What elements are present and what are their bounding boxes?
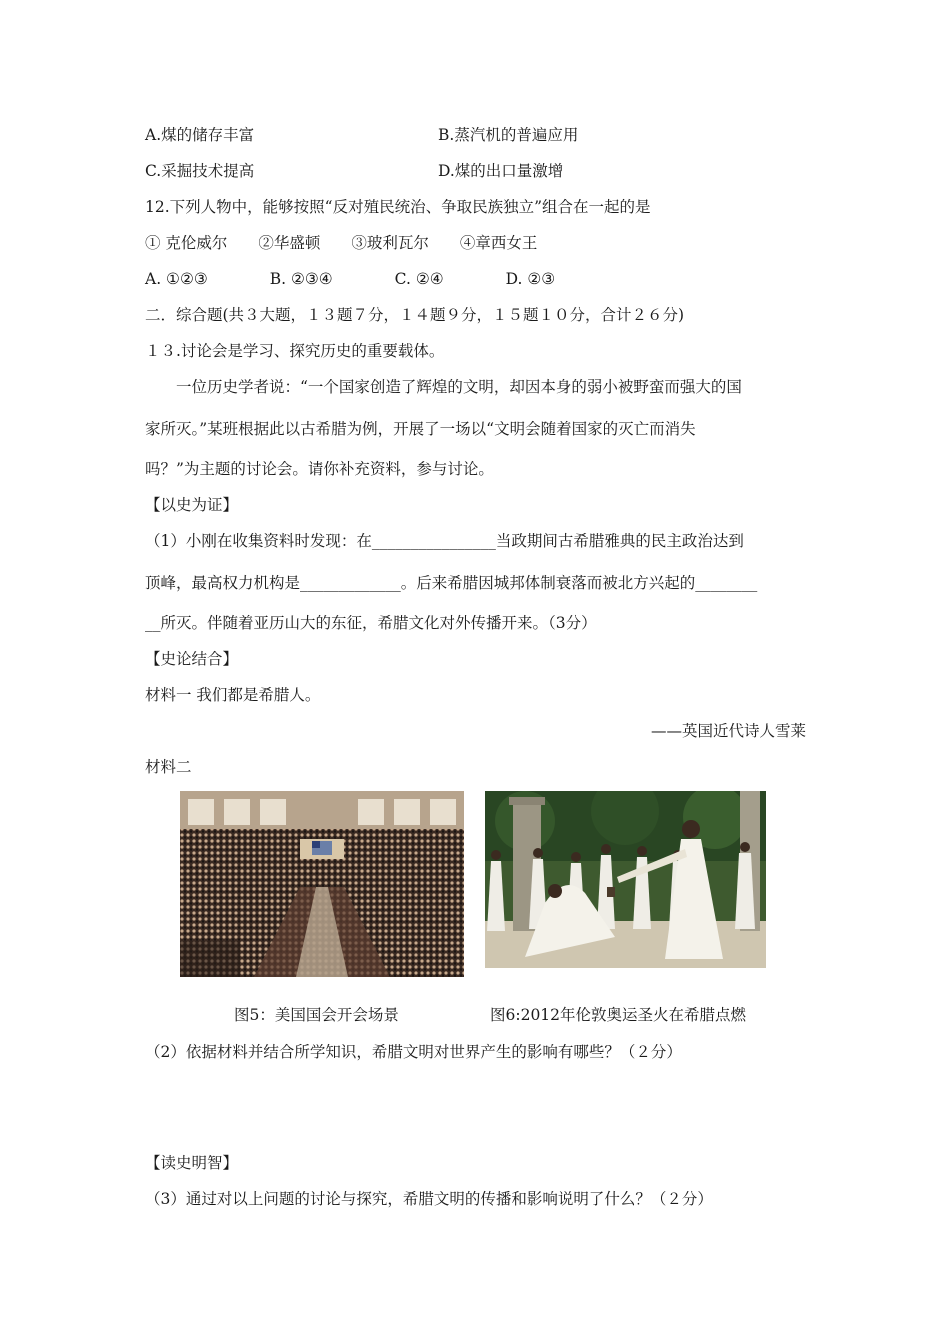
q13-part3: （3）通过对以上问题的讨论与探究，希腊文明的传播和影响说明了什么？（２分） <box>145 1190 713 1208</box>
q13-part1-line2: 顶峰，最高权力机构是_____________。后来希腊因城邦体制衰落而被北方兴起的________ <box>145 574 758 592</box>
q12-options: A. ①②③ B. ②③④ C. ②④ D. ②③ <box>145 270 556 288</box>
figure6-olympic-flame-image <box>485 791 766 968</box>
q13-stem: １３.讨论会是学习、探究历史的重要载体。 <box>145 342 445 360</box>
q12-stem: 12.下列人物中，能够按照“反对殖民统治、争取民族独立”组合在一起的是 <box>145 198 651 216</box>
material-one: 材料一 我们都是希腊人。 <box>145 686 321 704</box>
section2-heading: 二．综合题(共３大题，１３题７分，１４题９分，１５题１０分，合计２６分) <box>145 306 685 324</box>
q11-option-b: B.蒸汽机的普遍应用 <box>438 126 579 144</box>
figure5-congress-image <box>180 791 464 977</box>
heading-wisdom: 【读史明智】 <box>145 1154 239 1172</box>
q11-option-c: C.采掘技术提高 <box>145 162 255 180</box>
material-two: 材料二 <box>145 758 192 776</box>
figure6-caption: 图6:2012年伦敦奥运圣火在希腊点燃 <box>490 1006 747 1024</box>
q13-intro-line2: 家所灭。”某班根据此以古希腊为例，开展了一场以“文明会随着国家的灭亡而消失 <box>145 420 696 438</box>
heading-combine: 【史论结合】 <box>145 650 239 668</box>
q11-option-a: A.煤的储存丰富 <box>145 126 255 144</box>
q13-part1-line3: __所灭。伴随着亚历山大的东征，希腊文化对外传播开来。（3分） <box>145 614 597 632</box>
q12-people: ① 克伦威尔 ②华盛顿 ③玻利瓦尔 ④章西女王 <box>145 234 538 252</box>
material-one-source: ——英国近代诗人雪莱 <box>650 722 806 740</box>
figure5-caption: 图5：美国国会开会场景 <box>234 1006 399 1024</box>
q13-intro-line1: 一位历史学者说：“一个国家创造了辉煌的文明，却因本身的弱小被野蛮而强大的国 <box>176 378 742 396</box>
q13-intro-line3: 吗？”为主题的讨论会。请你补充资料，参与讨论。 <box>145 460 494 478</box>
q13-part2: （2）依据材料并结合所学知识，希腊文明对世界产生的影响有哪些？（２分） <box>145 1043 682 1061</box>
q13-part1-line1: （1）小刚在收集资料时发现：在________________当政期间古希腊雅典的民主政治达到 <box>145 532 744 550</box>
heading-evidence: 【以史为证】 <box>145 496 239 514</box>
q11-option-d: D.煤的出口量激增 <box>438 162 564 180</box>
